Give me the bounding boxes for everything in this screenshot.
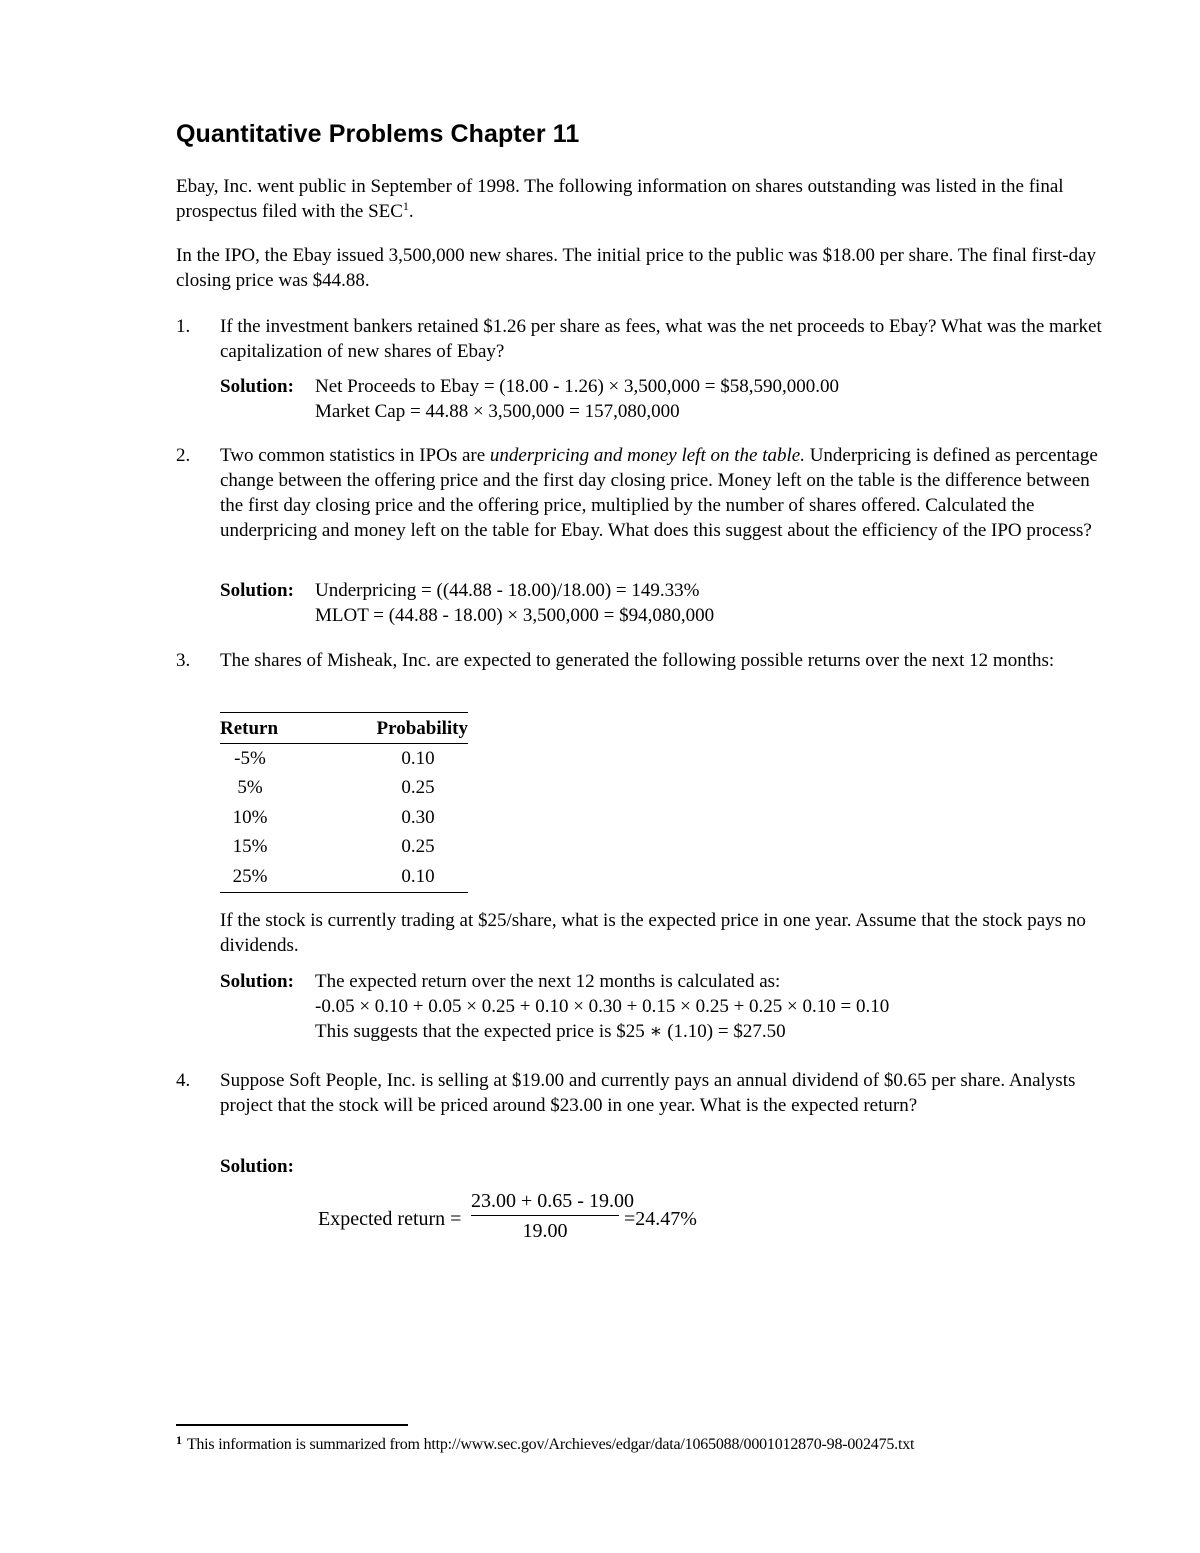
question-number: 3. xyxy=(176,650,191,671)
question-text: If the investment bankers retained $1.26 per share as fees, what was the net proceeds to Ebay? What was the market capitalization of new shares of Ebay? xyxy=(220,316,1102,362)
probability-cell: 0.25 xyxy=(401,836,435,858)
return-cell: 10% xyxy=(232,806,268,828)
table-row xyxy=(220,803,468,833)
column-header-probability: Probability xyxy=(376,717,468,739)
question-number: 4. xyxy=(176,1070,191,1091)
table-row xyxy=(220,774,468,804)
question-text: The shares of Misheak, Inc. are expected to generated the following possible returns over the next 12 months: xyxy=(220,650,1055,671)
return-cell: -5% xyxy=(234,747,266,769)
solution-line: The expected return over the next 12 months is calculated as: xyxy=(315,971,781,992)
solution-label: Solution: xyxy=(220,971,294,992)
solution-label: Solution: xyxy=(220,376,294,397)
solution-label: Solution: xyxy=(220,1156,294,1177)
return-cell: 15% xyxy=(232,836,268,858)
footnote-text: This information is summarized from http://www.sec.gov/Archieves/edgar/data/1065088/0001012870-98-002475.txt xyxy=(186,1436,915,1453)
probability-cell: 0.10 xyxy=(401,865,435,887)
question-emphasis: underpricing and money left on the table. xyxy=(489,445,805,466)
return-cell: 25% xyxy=(232,865,268,887)
probability-cell: 0.30 xyxy=(401,806,435,828)
formula-fraction xyxy=(471,1190,634,1243)
solution-line: Market Cap = 44.88 × 3,500,000 = 157,080,000 xyxy=(315,401,680,422)
question-text-part: Two common statistics in IPOs are xyxy=(220,445,490,466)
question-text-part: Underpricing is defined as percentage change between the offering price and the first day closing price. Money left on the table is the difference between the first day closing price and the offering price, multiplied by the number of shares offered. Calculated the underpricing and money left on the table for Ebay. What does this suggest about the efficiency of the IPO process? xyxy=(220,445,1098,541)
formula-lhs: Expected return = xyxy=(318,1208,462,1230)
intro-paragraph-2: In the IPO, the Ebay issued 3,500,000 new shares. The initial price to the public was $18.00 per share. The final first-day closing price was $44.88. xyxy=(176,245,1097,291)
table-row xyxy=(220,862,468,892)
return-cell: 5% xyxy=(237,777,263,799)
question-3-followup: If the stock is currently trading at $25/share, what is the expected price in one year. Assume that the stock pays no dividends. xyxy=(220,910,1086,956)
table-row xyxy=(220,833,468,863)
question-number: 2. xyxy=(176,445,191,466)
probability-cell: 0.10 xyxy=(401,747,435,769)
formula-result: =24.47% xyxy=(624,1208,697,1230)
page-title: Quantitative Problems Chapter 11 xyxy=(176,120,580,148)
question-number: 1. xyxy=(176,316,191,337)
intro-paragraph-1 xyxy=(176,175,1106,224)
solution-line: Underpricing = ((44.88 - 18.00)/18.00) = 149.33% xyxy=(315,580,700,601)
table-row xyxy=(220,744,468,774)
solution-line: MLOT = (44.88 - 18.00) × 3,500,000 = $94,080,000 xyxy=(315,605,715,626)
question-text: Suppose Soft People, Inc. is selling at $19.00 and currently pays an annual dividend of $0.65 per share. Analysts project that the stock will be priced around $23.00 in one year. What is the expected return? xyxy=(220,1070,1076,1116)
solution-line: Net Proceeds to Ebay = (18.00 - 1.26) × 3,500,000 = $58,590,000.00 xyxy=(315,376,839,397)
formula-denominator: 19.00 xyxy=(522,1220,568,1242)
footnote xyxy=(176,1433,914,1454)
footnote-divider xyxy=(176,1424,408,1426)
probability-cell: 0.25 xyxy=(401,777,435,799)
footnote-reference: 1 xyxy=(402,198,409,213)
returns-table xyxy=(220,712,468,893)
column-header-return: Return xyxy=(220,717,279,739)
solution-label: Solution: xyxy=(220,580,294,601)
solution-line: This suggests that the expected price is $25 ∗ (1.10) = $27.50 xyxy=(315,1021,786,1042)
table-header-row xyxy=(220,713,468,744)
question-text xyxy=(220,443,1110,543)
formula-numerator: 23.00 + 0.65 - 19.00 xyxy=(471,1190,619,1216)
intro-p1-text: Ebay, Inc. went public in September of 1998. The following information on shares outstanding was listed in the final prospectus filed with the SEC xyxy=(176,176,1064,222)
footnote-mark: 1 xyxy=(176,1433,182,1447)
intro-p1-end: . xyxy=(408,200,414,222)
solution-line: -0.05 × 0.10 + 0.05 × 0.25 + 0.10 × 0.30 + 0.15 × 0.25 + 0.25 × 0.10 = 0.10 xyxy=(315,996,890,1017)
